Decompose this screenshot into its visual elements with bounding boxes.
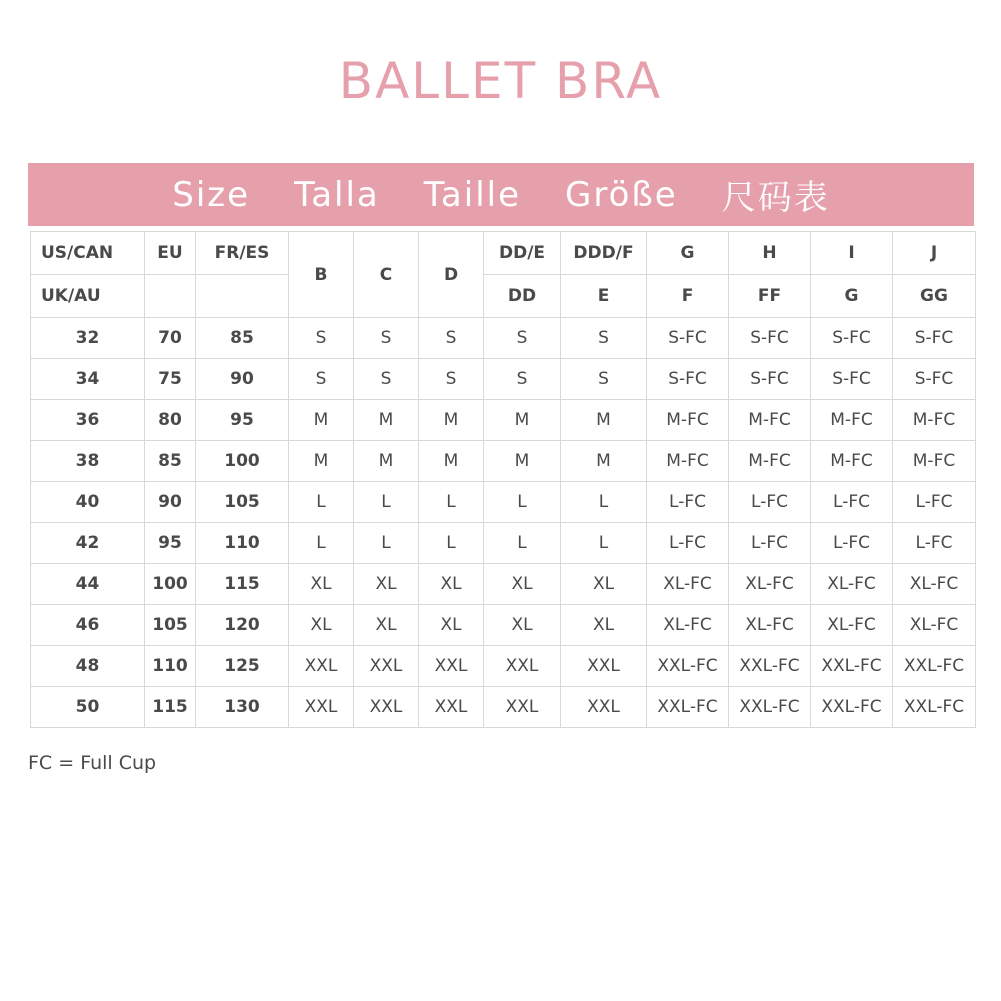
- banner-label-en: Size: [172, 174, 251, 215]
- size-cell: S: [354, 318, 419, 359]
- band-size-us: 42: [31, 523, 145, 564]
- size-cell: XXL-FC: [811, 687, 893, 728]
- band-size-us: 36: [31, 400, 145, 441]
- size-chart-table: [30, 231, 976, 728]
- size-cell: XL-FC: [811, 605, 893, 646]
- band-size-us: 32: [31, 318, 145, 359]
- header-uk-cup-dd: DD: [484, 275, 561, 318]
- size-cell: L: [484, 523, 561, 564]
- banner-label-fr: Taille: [423, 174, 521, 215]
- size-cell: M: [289, 400, 354, 441]
- band-size-us: 50: [31, 687, 145, 728]
- header-eu-blank: [145, 275, 196, 318]
- header-fr-es-blank: [196, 275, 289, 318]
- header-uk-cup-gg: GG: [893, 275, 976, 318]
- band-size-fr: 115: [196, 564, 289, 605]
- size-cell: XL-FC: [647, 564, 729, 605]
- size-cell: L: [484, 482, 561, 523]
- size-cell: L: [289, 482, 354, 523]
- header-eu: EU: [145, 232, 196, 275]
- size-cell: M: [561, 400, 647, 441]
- size-cell: XL-FC: [729, 564, 811, 605]
- band-size-fr: 85: [196, 318, 289, 359]
- header-uk-cup-f: F: [647, 275, 729, 318]
- size-cell: XL: [484, 564, 561, 605]
- band-size-eu: 115: [145, 687, 196, 728]
- size-cell: S: [419, 318, 484, 359]
- size-cell: XL: [561, 605, 647, 646]
- header-cup-j: J: [893, 232, 976, 275]
- banner-label-zh: 尺码表: [721, 178, 830, 218]
- size-cell: M: [484, 441, 561, 482]
- size-cell: XL: [561, 564, 647, 605]
- band-size-us: 40: [31, 482, 145, 523]
- size-cell: S: [561, 318, 647, 359]
- header-row-2: [31, 275, 976, 318]
- size-cell: S-FC: [647, 359, 729, 400]
- size-cell: M: [561, 441, 647, 482]
- size-cell: XXL: [561, 646, 647, 687]
- size-cell: S-FC: [729, 359, 811, 400]
- size-cell: XXL-FC: [647, 646, 729, 687]
- header-row-1: [31, 232, 976, 275]
- size-cell: S-FC: [811, 359, 893, 400]
- footnote: FC = Full Cup: [28, 752, 157, 774]
- size-cell: XXL-FC: [893, 687, 976, 728]
- size-cell: S: [484, 359, 561, 400]
- size-cell: XL-FC: [893, 564, 976, 605]
- band-size-eu: 75: [145, 359, 196, 400]
- band-size-eu: 90: [145, 482, 196, 523]
- size-cell: S-FC: [893, 359, 976, 400]
- size-cell: M-FC: [893, 400, 976, 441]
- header-uk-cup-e: E: [561, 275, 647, 318]
- size-cell: XL-FC: [811, 564, 893, 605]
- size-cell: M: [354, 441, 419, 482]
- header-cup-h: H: [729, 232, 811, 275]
- size-cell: XL: [289, 605, 354, 646]
- table-row: [31, 441, 976, 482]
- table-row: [31, 605, 976, 646]
- size-cell: XL-FC: [729, 605, 811, 646]
- size-cell: S-FC: [811, 318, 893, 359]
- band-size-fr: 95: [196, 400, 289, 441]
- table-row: [31, 400, 976, 441]
- size-cell: L-FC: [647, 523, 729, 564]
- size-cell: S: [289, 318, 354, 359]
- header-uk-cup-ff: FF: [729, 275, 811, 318]
- size-cell: L-FC: [729, 523, 811, 564]
- header-us-can: US/CAN: [31, 232, 145, 275]
- band-size-eu: 105: [145, 605, 196, 646]
- table-row: [31, 523, 976, 564]
- band-size-eu: 95: [145, 523, 196, 564]
- size-cell: M: [484, 400, 561, 441]
- table-row: [31, 482, 976, 523]
- size-cell: M-FC: [729, 400, 811, 441]
- size-cell: XXL: [289, 646, 354, 687]
- table-row: [31, 359, 976, 400]
- band-size-fr: 110: [196, 523, 289, 564]
- band-size-eu: 100: [145, 564, 196, 605]
- size-cell: XXL: [354, 646, 419, 687]
- size-cell: L-FC: [647, 482, 729, 523]
- size-cell: S: [484, 318, 561, 359]
- banner-label-de: Größe: [565, 174, 678, 215]
- size-cell: L-FC: [811, 523, 893, 564]
- table-row: [31, 687, 976, 728]
- size-cell: XL: [484, 605, 561, 646]
- band-size-fr: 130: [196, 687, 289, 728]
- size-cell: L: [354, 482, 419, 523]
- size-cell: M-FC: [893, 441, 976, 482]
- band-size-us: 38: [31, 441, 145, 482]
- band-size-eu: 110: [145, 646, 196, 687]
- size-cell: L-FC: [811, 482, 893, 523]
- band-size-us: 46: [31, 605, 145, 646]
- size-cell: M-FC: [647, 400, 729, 441]
- size-cell: XL-FC: [647, 605, 729, 646]
- table-row: [31, 564, 976, 605]
- header-cup-g: G: [647, 232, 729, 275]
- band-size-us: 48: [31, 646, 145, 687]
- size-cell: XXL-FC: [729, 687, 811, 728]
- band-size-fr: 105: [196, 482, 289, 523]
- size-cell: XXL: [484, 646, 561, 687]
- header-uk-au: UK/AU: [31, 275, 145, 318]
- table-row: [31, 318, 976, 359]
- size-cell: L: [419, 482, 484, 523]
- size-cell: L-FC: [893, 482, 976, 523]
- size-cell: S: [289, 359, 354, 400]
- size-cell: S-FC: [893, 318, 976, 359]
- size-cell: L-FC: [893, 523, 976, 564]
- banner-label-es: Talla: [294, 174, 380, 215]
- size-cell: XXL: [484, 687, 561, 728]
- band-size-fr: 120: [196, 605, 289, 646]
- size-cell: XL: [419, 564, 484, 605]
- size-cell: L: [289, 523, 354, 564]
- size-cell: L-FC: [729, 482, 811, 523]
- band-size-eu: 80: [145, 400, 196, 441]
- size-cell: M: [419, 400, 484, 441]
- band-size-us: 34: [31, 359, 145, 400]
- size-cell: M: [419, 441, 484, 482]
- size-cell: XXL: [289, 687, 354, 728]
- band-size-eu: 85: [145, 441, 196, 482]
- size-cell: XXL: [419, 646, 484, 687]
- size-cell: XL: [289, 564, 354, 605]
- size-cell: S: [561, 359, 647, 400]
- size-cell: XXL: [419, 687, 484, 728]
- header-fr-es: FR/ES: [196, 232, 289, 275]
- size-cell: M: [289, 441, 354, 482]
- header-cup-d: D: [419, 232, 484, 318]
- table-row: [31, 646, 976, 687]
- size-cell: XXL: [354, 687, 419, 728]
- size-cell: S-FC: [647, 318, 729, 359]
- page-title: BALLET BRA: [338, 52, 663, 110]
- band-size-fr: 125: [196, 646, 289, 687]
- band-size-fr: 100: [196, 441, 289, 482]
- header-uk-cup-g: G: [811, 275, 893, 318]
- size-cell: XL: [419, 605, 484, 646]
- size-cell: L: [561, 523, 647, 564]
- size-cell: M-FC: [729, 441, 811, 482]
- size-cell: L: [561, 482, 647, 523]
- size-banner: [28, 163, 974, 226]
- size-cell: XL-FC: [893, 605, 976, 646]
- size-cell: XL: [354, 564, 419, 605]
- size-cell: M-FC: [811, 441, 893, 482]
- size-cell: XXL-FC: [729, 646, 811, 687]
- size-cell: S: [419, 359, 484, 400]
- size-cell: XXL: [561, 687, 647, 728]
- size-cell: S-FC: [729, 318, 811, 359]
- size-cell: XXL-FC: [647, 687, 729, 728]
- size-cell: M-FC: [647, 441, 729, 482]
- size-cell: L: [354, 523, 419, 564]
- header-cup-i: I: [811, 232, 893, 275]
- header-cup-ddd-f: DDD/F: [561, 232, 647, 275]
- header-cup-c: C: [354, 232, 419, 318]
- size-cell: XXL-FC: [893, 646, 976, 687]
- size-cell: S: [354, 359, 419, 400]
- size-cell: XXL-FC: [811, 646, 893, 687]
- size-cell: XL: [354, 605, 419, 646]
- band-size-us: 44: [31, 564, 145, 605]
- size-cell: L: [419, 523, 484, 564]
- band-size-eu: 70: [145, 318, 196, 359]
- size-cell: M: [354, 400, 419, 441]
- size-cell: M-FC: [811, 400, 893, 441]
- band-size-fr: 90: [196, 359, 289, 400]
- header-cup-dd-e: DD/E: [484, 232, 561, 275]
- header-cup-b: B: [289, 232, 354, 318]
